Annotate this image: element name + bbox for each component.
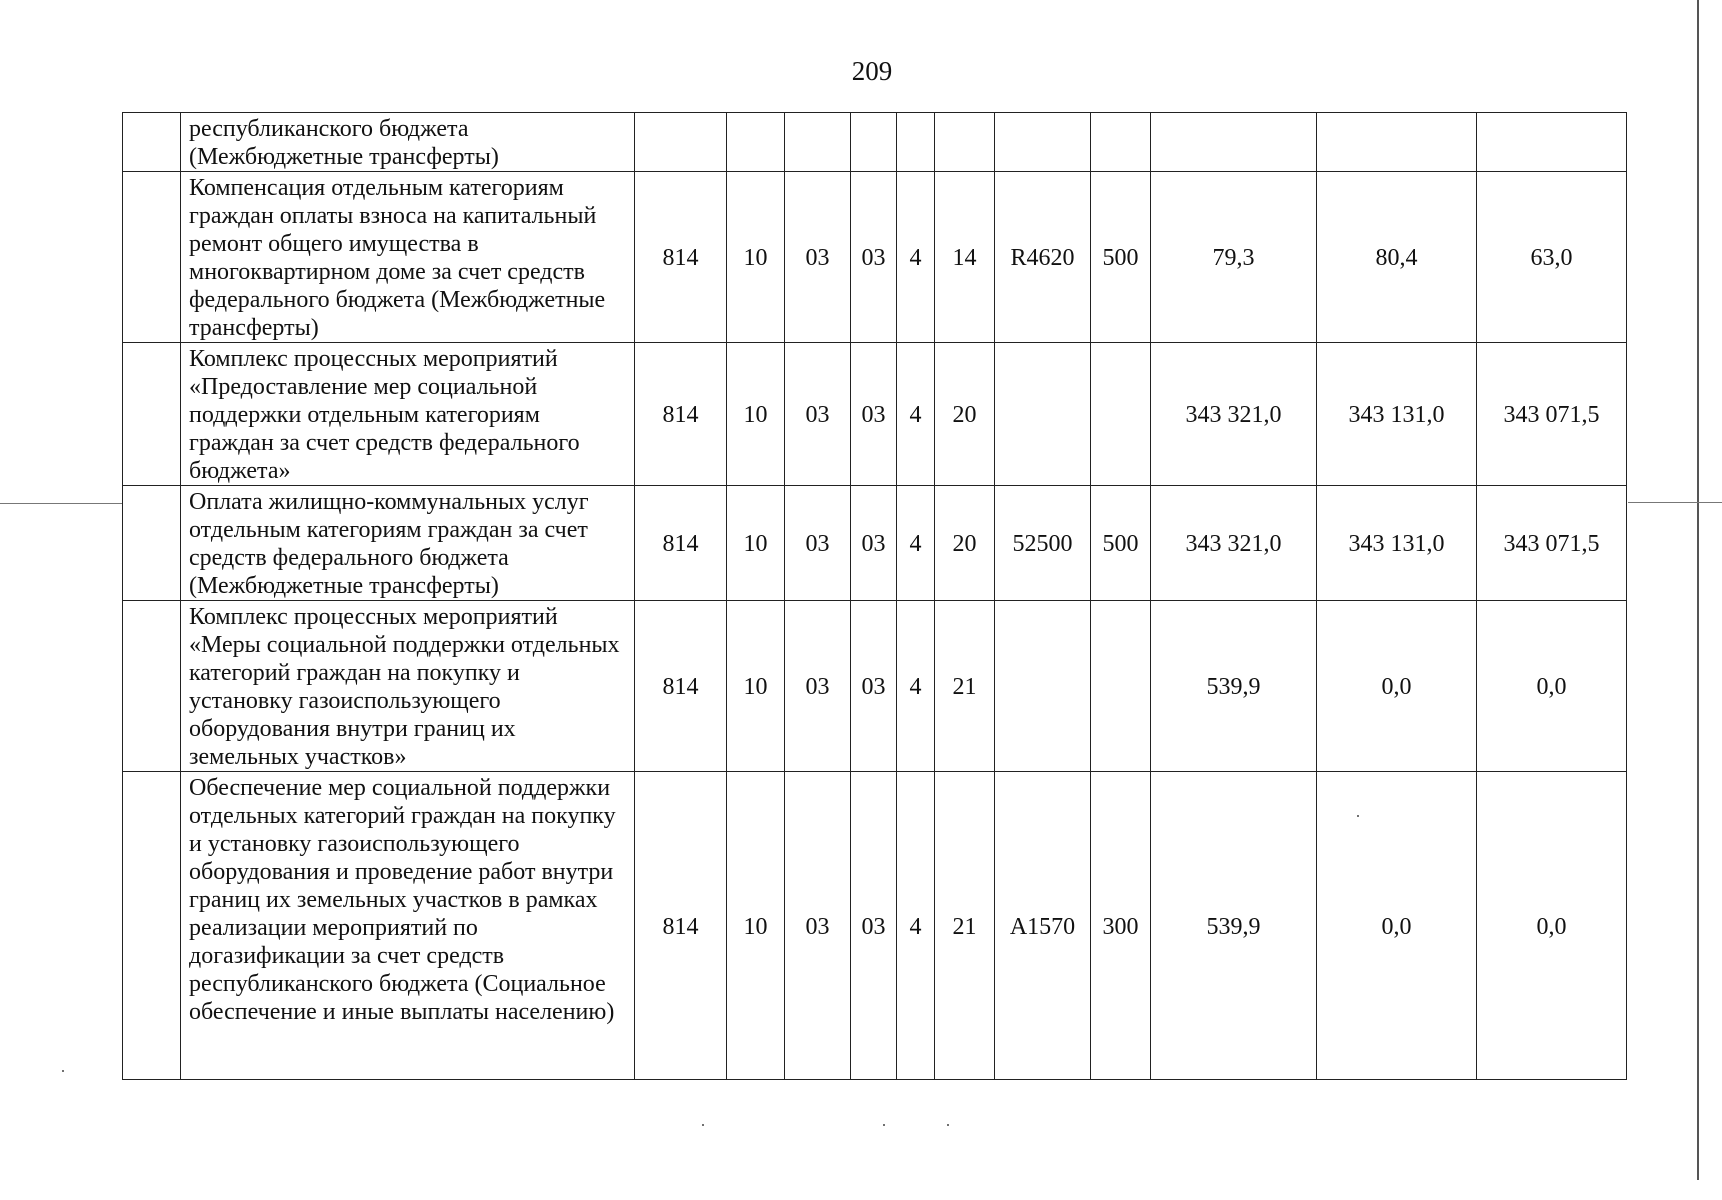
value-cell — [1477, 113, 1627, 172]
scan-speck — [62, 1070, 64, 1072]
table-row — [123, 601, 1627, 772]
row-name-cell: республиканского бюджета (Межбюджетные трансферты) — [181, 113, 635, 172]
table-row — [123, 172, 1627, 343]
value-cell: 814 — [635, 772, 727, 1080]
value-cell: 343 071,5 — [1477, 486, 1627, 601]
row-index-cell — [123, 172, 181, 343]
value-cell — [1091, 601, 1151, 772]
value-cell: 10 — [727, 343, 785, 486]
row-name-cell: Обеспечение мер социальной поддержки отдельных категорий граждан на покупку и установку газоиспользующего оборудования и проведение работ внутри границ их земельных участков в рамках реализации мероприятий по догазификации за счет средств республиканского бюджета (Социальное обеспечение и иные выплаты населению) — [181, 772, 635, 1080]
value-cell: 52500 — [995, 486, 1091, 601]
value-cell: 21 — [935, 601, 995, 772]
value-cell: 814 — [635, 343, 727, 486]
scan-speck — [947, 1124, 949, 1126]
value-cell: 4 — [897, 772, 935, 1080]
row-name-cell: Оплата жилищно-коммунальных услуг отдельным категориям граждан за счет средств федерального бюджета (Межбюджетные трансферты) — [181, 486, 635, 601]
value-cell: 20 — [935, 343, 995, 486]
value-cell: 20 — [935, 486, 995, 601]
value-cell: 500 — [1091, 172, 1151, 343]
scan-edge-line — [1697, 0, 1699, 1180]
row-index-cell — [123, 113, 181, 172]
value-cell: 4 — [897, 486, 935, 601]
row-index-cell — [123, 601, 181, 772]
value-cell: 03 — [785, 772, 851, 1080]
value-cell: 500 — [1091, 486, 1151, 601]
value-cell: 03 — [785, 486, 851, 601]
value-cell: 539,9 — [1151, 772, 1317, 1080]
value-cell: 343 321,0 — [1151, 343, 1317, 486]
value-cell: 03 — [851, 486, 897, 601]
value-cell — [635, 113, 727, 172]
value-cell: 0,0 — [1317, 772, 1477, 1080]
value-cell: 814 — [635, 486, 727, 601]
scan-crease-line-left — [0, 503, 122, 504]
value-cell — [935, 113, 995, 172]
value-cell: 539,9 — [1151, 601, 1317, 772]
value-cell — [1091, 343, 1151, 486]
value-cell: 79,3 — [1151, 172, 1317, 343]
value-cell: 10 — [727, 772, 785, 1080]
value-cell: 814 — [635, 172, 727, 343]
value-cell — [851, 113, 897, 172]
value-cell — [995, 113, 1091, 172]
scan-crease-line-right — [1628, 502, 1722, 503]
value-cell — [727, 113, 785, 172]
value-cell: 80,4 — [1317, 172, 1477, 343]
scan-speck — [883, 1124, 885, 1126]
value-cell — [1091, 113, 1151, 172]
scan-speck — [1357, 815, 1359, 817]
table-row — [123, 772, 1627, 1080]
page-number: 209 — [851, 56, 893, 86]
value-cell: 814 — [635, 601, 727, 772]
value-cell: 0,0 — [1317, 601, 1477, 772]
value-cell: 343 131,0 — [1317, 343, 1477, 486]
value-cell: 4 — [897, 172, 935, 343]
scan-speck — [702, 1124, 704, 1126]
value-cell: 03 — [785, 172, 851, 343]
value-cell — [995, 601, 1091, 772]
value-cell: 10 — [727, 601, 785, 772]
table-body — [123, 113, 1627, 1080]
table-row — [123, 486, 1627, 601]
value-cell: 03 — [851, 601, 897, 772]
row-index-cell — [123, 343, 181, 486]
value-cell: 0,0 — [1477, 601, 1627, 772]
value-cell: 03 — [785, 601, 851, 772]
value-cell: 300 — [1091, 772, 1151, 1080]
budget-table — [122, 112, 1627, 1080]
value-cell: 03 — [851, 343, 897, 486]
value-cell: R4620 — [995, 172, 1091, 343]
value-cell: 03 — [785, 343, 851, 486]
value-cell: 63,0 — [1477, 172, 1627, 343]
value-cell: 10 — [727, 486, 785, 601]
row-name-cell: Комплекс процессных мероприятий «Меры социальной поддержки отдельных категорий граждан на покупку и установку газоиспользующего оборудования внутри границ их земельных участков» — [181, 601, 635, 772]
value-cell — [995, 343, 1091, 486]
value-cell: 4 — [897, 601, 935, 772]
row-index-cell — [123, 772, 181, 1080]
table-row — [123, 343, 1627, 486]
row-name-cell: Комплекс процессных мероприятий «Предоставление мер социальной поддержки отдельным категориям граждан за счет средств федерального бюджета» — [181, 343, 635, 486]
value-cell: A1570 — [995, 772, 1091, 1080]
value-cell: 10 — [727, 172, 785, 343]
row-index-cell — [123, 486, 181, 601]
row-name-cell: Компенсация отдельным категориям граждан оплаты взноса на капитальный ремонт общего имущества в многоквартирном доме за счет средств федерального бюджета (Межбюджетные трансферты) — [181, 172, 635, 343]
value-cell: 03 — [851, 172, 897, 343]
value-cell — [1151, 113, 1317, 172]
value-cell: 343 071,5 — [1477, 343, 1627, 486]
value-cell — [785, 113, 851, 172]
value-cell: 0,0 — [1477, 772, 1627, 1080]
value-cell: 21 — [935, 772, 995, 1080]
value-cell: 343 131,0 — [1317, 486, 1477, 601]
value-cell — [1317, 113, 1477, 172]
value-cell: 14 — [935, 172, 995, 343]
value-cell: 343 321,0 — [1151, 486, 1317, 601]
value-cell: 03 — [851, 772, 897, 1080]
table-row — [123, 113, 1627, 172]
value-cell — [897, 113, 935, 172]
value-cell: 4 — [897, 343, 935, 486]
